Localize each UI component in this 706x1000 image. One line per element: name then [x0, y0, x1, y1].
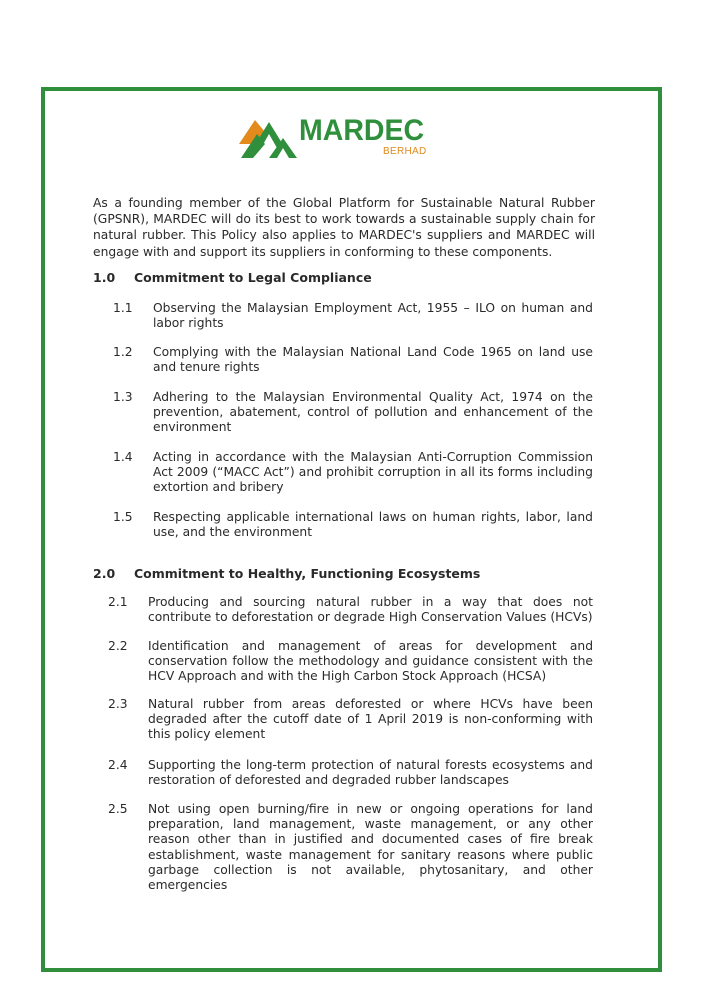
- item-number: 1.4: [113, 450, 133, 464]
- section-number: 1.0: [93, 270, 116, 285]
- section-number: 2.0: [93, 566, 116, 581]
- item-number: 2.5: [108, 802, 128, 816]
- item-text: Natural rubber from areas deforested or where HCVs have been degraded after the cutoff date of 1 April 2019 is non-conforming with this policy element: [148, 697, 593, 742]
- logo-wordmark: MARDEC: [299, 114, 425, 147]
- item-text: Respecting applicable international laws on human rights, labor, land use, and the environment: [153, 510, 593, 540]
- logo-subtitle: BERHAD: [383, 146, 427, 157]
- item-text: Producing and sourcing natural rubber in a way that does not contribute to deforestation or degrade High Conservation Values (HCVs): [148, 595, 593, 625]
- item-text: Not using open burning/fire in new or ongoing operations for land preparation, land management, waste management, or any other reason other than in justified and documented cases of fire break establishment, waste management for sanitary reasons where public garbage collection is not available, phytosanitary, and other emergencies: [148, 802, 593, 893]
- item-number: 2.3: [108, 697, 128, 711]
- mardec-logo-icon: [239, 114, 299, 162]
- item-number: 1.5: [113, 510, 133, 524]
- item-number: 2.2: [108, 639, 128, 653]
- mardec-logo: [239, 114, 435, 164]
- item-text: Identification and management of areas for development and conservation follow the methodology and guidance consistent with the HCV Approach and with the High Carbon Stock Approach (HCSA): [148, 639, 593, 684]
- item-number: 2.1: [108, 595, 128, 609]
- item-number: 1.2: [113, 345, 133, 359]
- item-text: Supporting the long-term protection of natural forests ecosystems and restoration of deforested and degraded rubber landscapes: [148, 758, 593, 788]
- section-title: Commitment to Healthy, Functioning Ecosystems: [134, 566, 481, 581]
- item-text: Complying with the Malaysian National Land Code 1965 on land use and tenure rights: [153, 345, 593, 375]
- item-number: 1.3: [113, 390, 133, 404]
- item-number: 2.4: [108, 758, 128, 772]
- item-text: Adhering to the Malaysian Environmental Quality Act, 1974 on the prevention, abatement, control of pollution and enhancement of the environment: [153, 390, 593, 435]
- section-title: Commitment to Legal Compliance: [134, 270, 372, 285]
- intro-paragraph: As a founding member of the Global Platform for Sustainable Natural Rubber (GPSNR), MARDEC will do its best to work towards a sustainable supply chain for natural rubber. This Policy also applies to MARDEC's suppliers and MARDEC will engage with and support its suppliers in conforming to these components.: [93, 196, 595, 259]
- item-number: 1.1: [113, 301, 133, 315]
- item-text: Acting in accordance with the Malaysian Anti-Corruption Commission Act 2009 (“MACC Act”) and prohibit corruption in all its forms including extortion and bribery: [153, 450, 593, 495]
- item-text: Observing the Malaysian Employment Act, 1955 – ILO on human and labor rights: [153, 301, 593, 331]
